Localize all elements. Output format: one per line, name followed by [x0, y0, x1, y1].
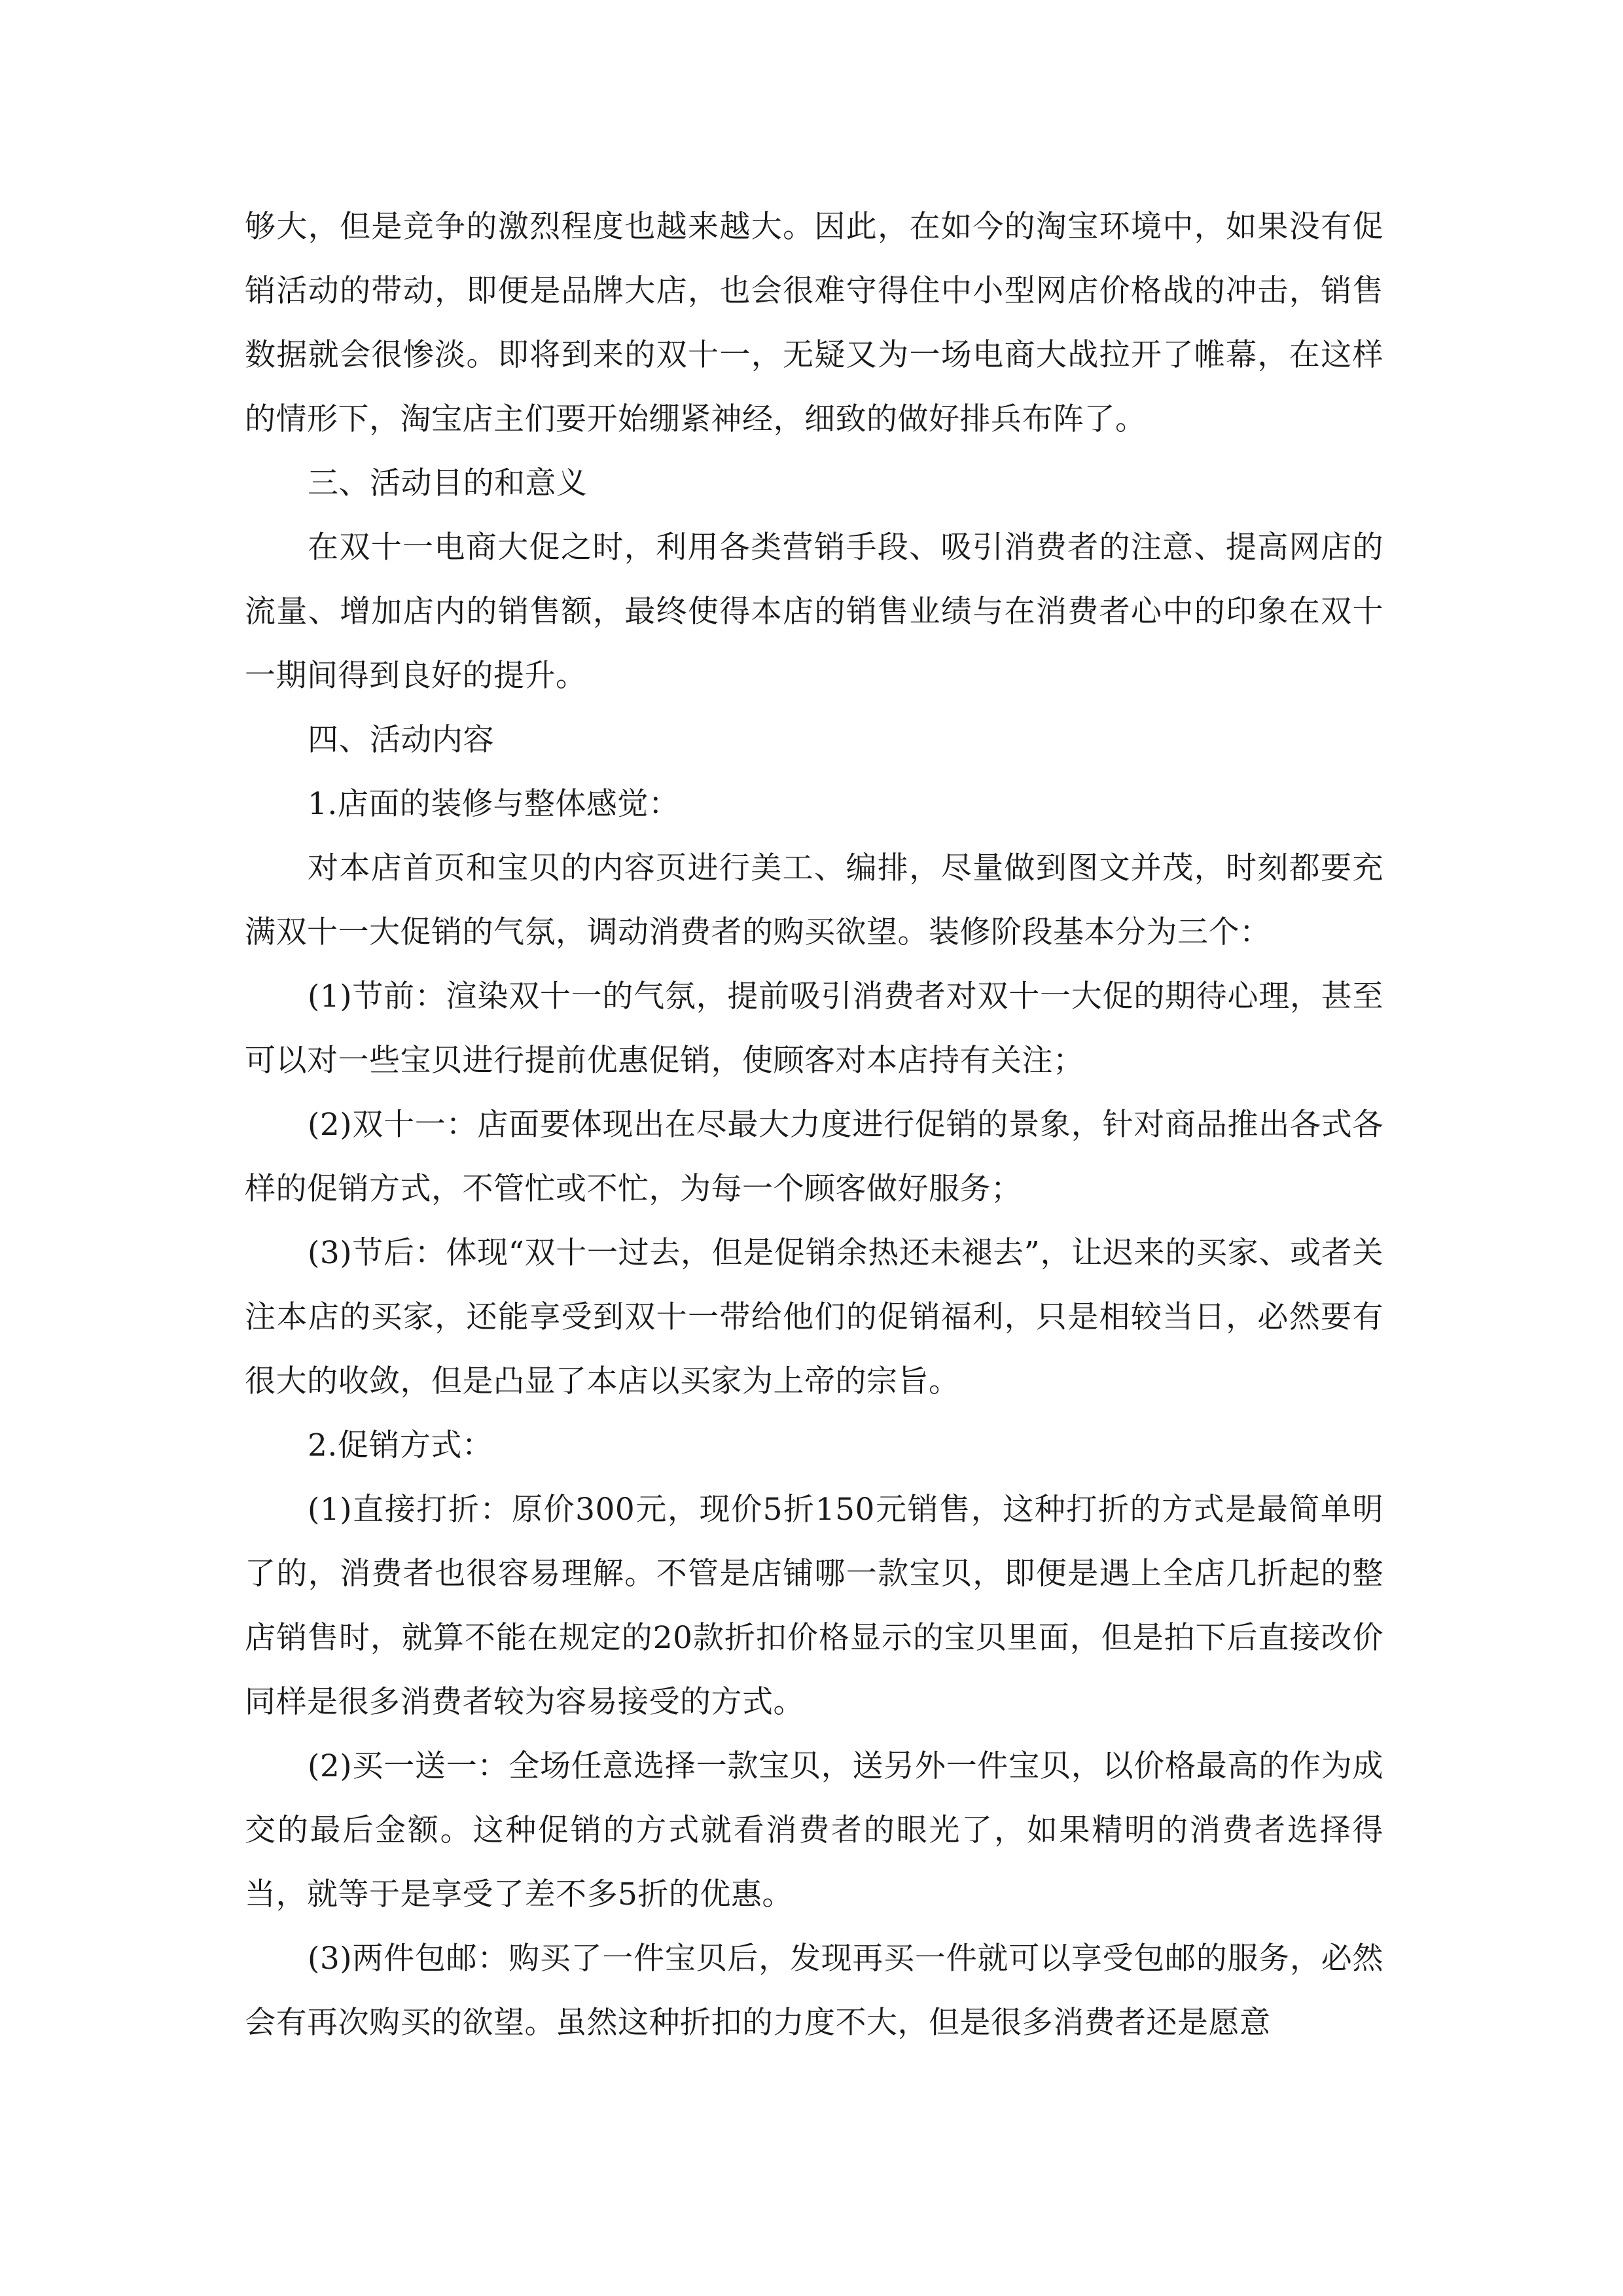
list-item-after-festival: (3)节后：体现“双十一过去，但是促销余热还未褪去”，让迟来的买家、或者关注本店的买家，还能享受到双十一带给他们的促销福利，只是相较当日，必然要有很大的收敛，但是凸显了本店以买家为上帝的宗旨。: [245, 1235, 1383, 1399]
subheading-promotion-methods: 2.促销方式：: [308, 1427, 493, 1463]
paragraph-store-decoration: 对本店首页和宝贝的内容页进行美工、编排，尽量做到图文并茂，时刻都要充满双十一大促销的气氛，调动消费者的购买欲望。装修阶段基本分为三个：: [245, 850, 1383, 950]
subheading-store-decoration: 1.店面的装修与整体感觉：: [308, 786, 680, 822]
list-item-festival-day: (2)双十一：店面要体现出在尽最大力度进行促销的景象，针对商品推出各式各样的促销方式，不管忙或不忙，为每一个顾客做好服务；: [245, 1107, 1383, 1207]
paragraph-activity-purpose: 在双十一电商大促之时，利用各类营销手段、吸引消费者的注意、提高网店的流量、增加店内的销售额，最终使得本店的销售业绩与在消费者心中的印象在双十一期间得到良好的提升。: [245, 529, 1383, 694]
list-item-before-festival: (1)节前：渲染双十一的气氛，提前吸引消费者对双十一大促的期待心理，甚至可以对一些宝贝进行提前优惠促销，使顾客对本店持有关注；: [245, 978, 1383, 1079]
document-body: [245, 195, 1383, 2055]
list-item-direct-discount: (1)直接打折：原价300元，现价5折150元销售，这种打折的方式是最简单明了的，消费者也很容易理解。不管是店铺哪一款宝贝，即便是遇上全店几折起的整店销售时，就算不能在规定的20款折扣价格显示的宝贝里面，但是拍下后直接改价同样是很多消费者较为容易接受的方式。: [245, 1492, 1383, 1720]
list-item-free-shipping-two: (3)两件包邮：购买了一件宝贝后，发现再买一件就可以享受包邮的服务，必然会有再次购买的欲望。虽然这种折扣的力度不大，但是很多消费者还是愿意: [245, 1941, 1383, 2041]
list-item-buy-one-get-one: (2)买一送一：全场任意选择一款宝贝，送另外一件宝贝，以价格最高的作为成交的最后金额。这种促销的方式就看消费者的眼光了，如果精明的消费者选择得当，就等于是享受了差不多5折的优惠。: [245, 1748, 1383, 1912]
paragraph-intro-continued: 够大，但是竞争的激烈程度也越来越大。因此，在如今的淘宝环境中，如果没有促销活动的带动，即便是品牌大店，也会很难守得住中小型网店价格战的冲击，销售数据就会很惨淡。即将到来的双十一，无疑又为一场电商大战拉开了帷幕，在这样的情形下，淘宝店主们要开始绷紧神经，细致的做好排兵布阵了。: [245, 209, 1383, 437]
heading-activity-purpose: 三、活动目的和意义: [308, 465, 588, 501]
heading-activity-content: 四、活动内容: [308, 722, 494, 758]
